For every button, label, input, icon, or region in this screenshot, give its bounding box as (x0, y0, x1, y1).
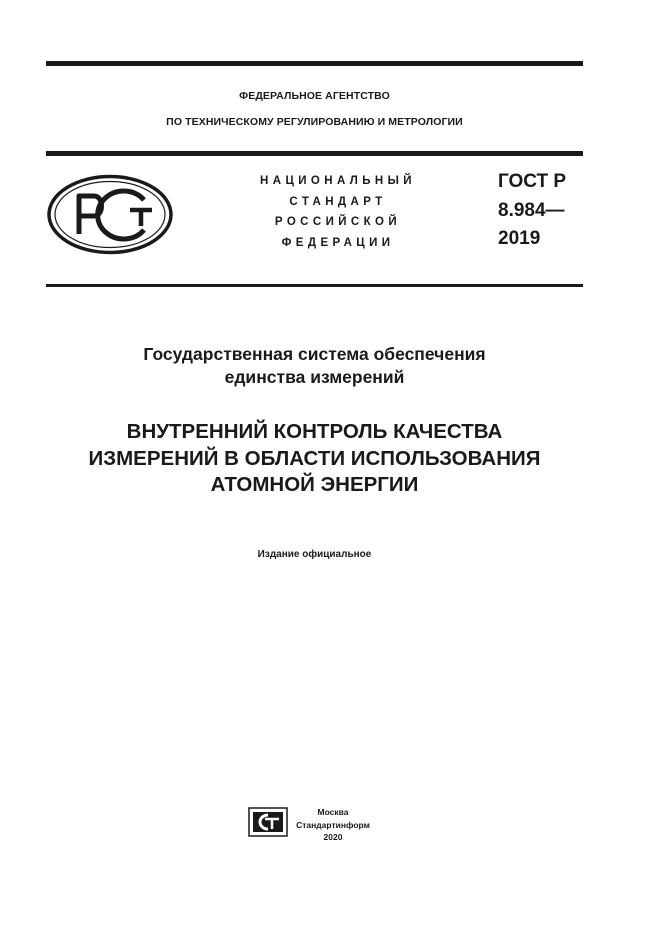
standard-type-line: РОССИЙСКОЙ (274, 216, 402, 228)
designation-line: 2019 (498, 228, 541, 249)
bottom-rule (46, 284, 583, 287)
standartinform-logo-icon (248, 807, 288, 837)
document-title (46, 419, 583, 499)
document-title-line: ВНУТРЕННИЙ КОНТРОЛЬ КАЧЕСТВА (126, 420, 503, 443)
edition-note: Издание официальное (257, 549, 372, 560)
system-title-line: единства измерений (224, 367, 405, 387)
standard-type-line: ФЕДЕРАЦИИ (281, 236, 395, 249)
agency-line-2: ПО ТЕХНИЧЕСКОМУ РЕГУЛИРОВАНИЮ И МЕТРОЛОГИИ (166, 116, 463, 128)
agency-line-1: ФЕДЕРАЛЬНОЕ АГЕНТСТВО (239, 90, 390, 102)
standard-type-block (218, 171, 458, 253)
system-title (46, 343, 583, 389)
rst-certification-mark-icon (46, 174, 174, 255)
document-title-line: ИЗМЕРЕНИЙ В ОБЛАСТИ ИСПОЛЬЗОВАНИЯ (88, 446, 541, 470)
middle-rule (46, 151, 583, 156)
publisher-year: 2020 (323, 832, 343, 842)
standard-designation (498, 168, 566, 254)
designation-line: 8.984— (498, 199, 565, 221)
system-title-line: Государственная система обеспечения (143, 344, 486, 364)
top-rule (46, 61, 583, 66)
document-title-line: АТОМНОЙ ЭНЕРГИИ (210, 473, 419, 496)
designation-line: ГОСТ Р (498, 171, 567, 192)
standard-type-line: СТАНДАРТ (289, 195, 387, 208)
publisher-block (296, 806, 370, 844)
publisher-city: Москва (317, 807, 349, 817)
publisher-name: Стандартинформ (296, 819, 370, 830)
standard-type-line: НАЦИОНАЛЬНЫЙ (260, 175, 416, 187)
